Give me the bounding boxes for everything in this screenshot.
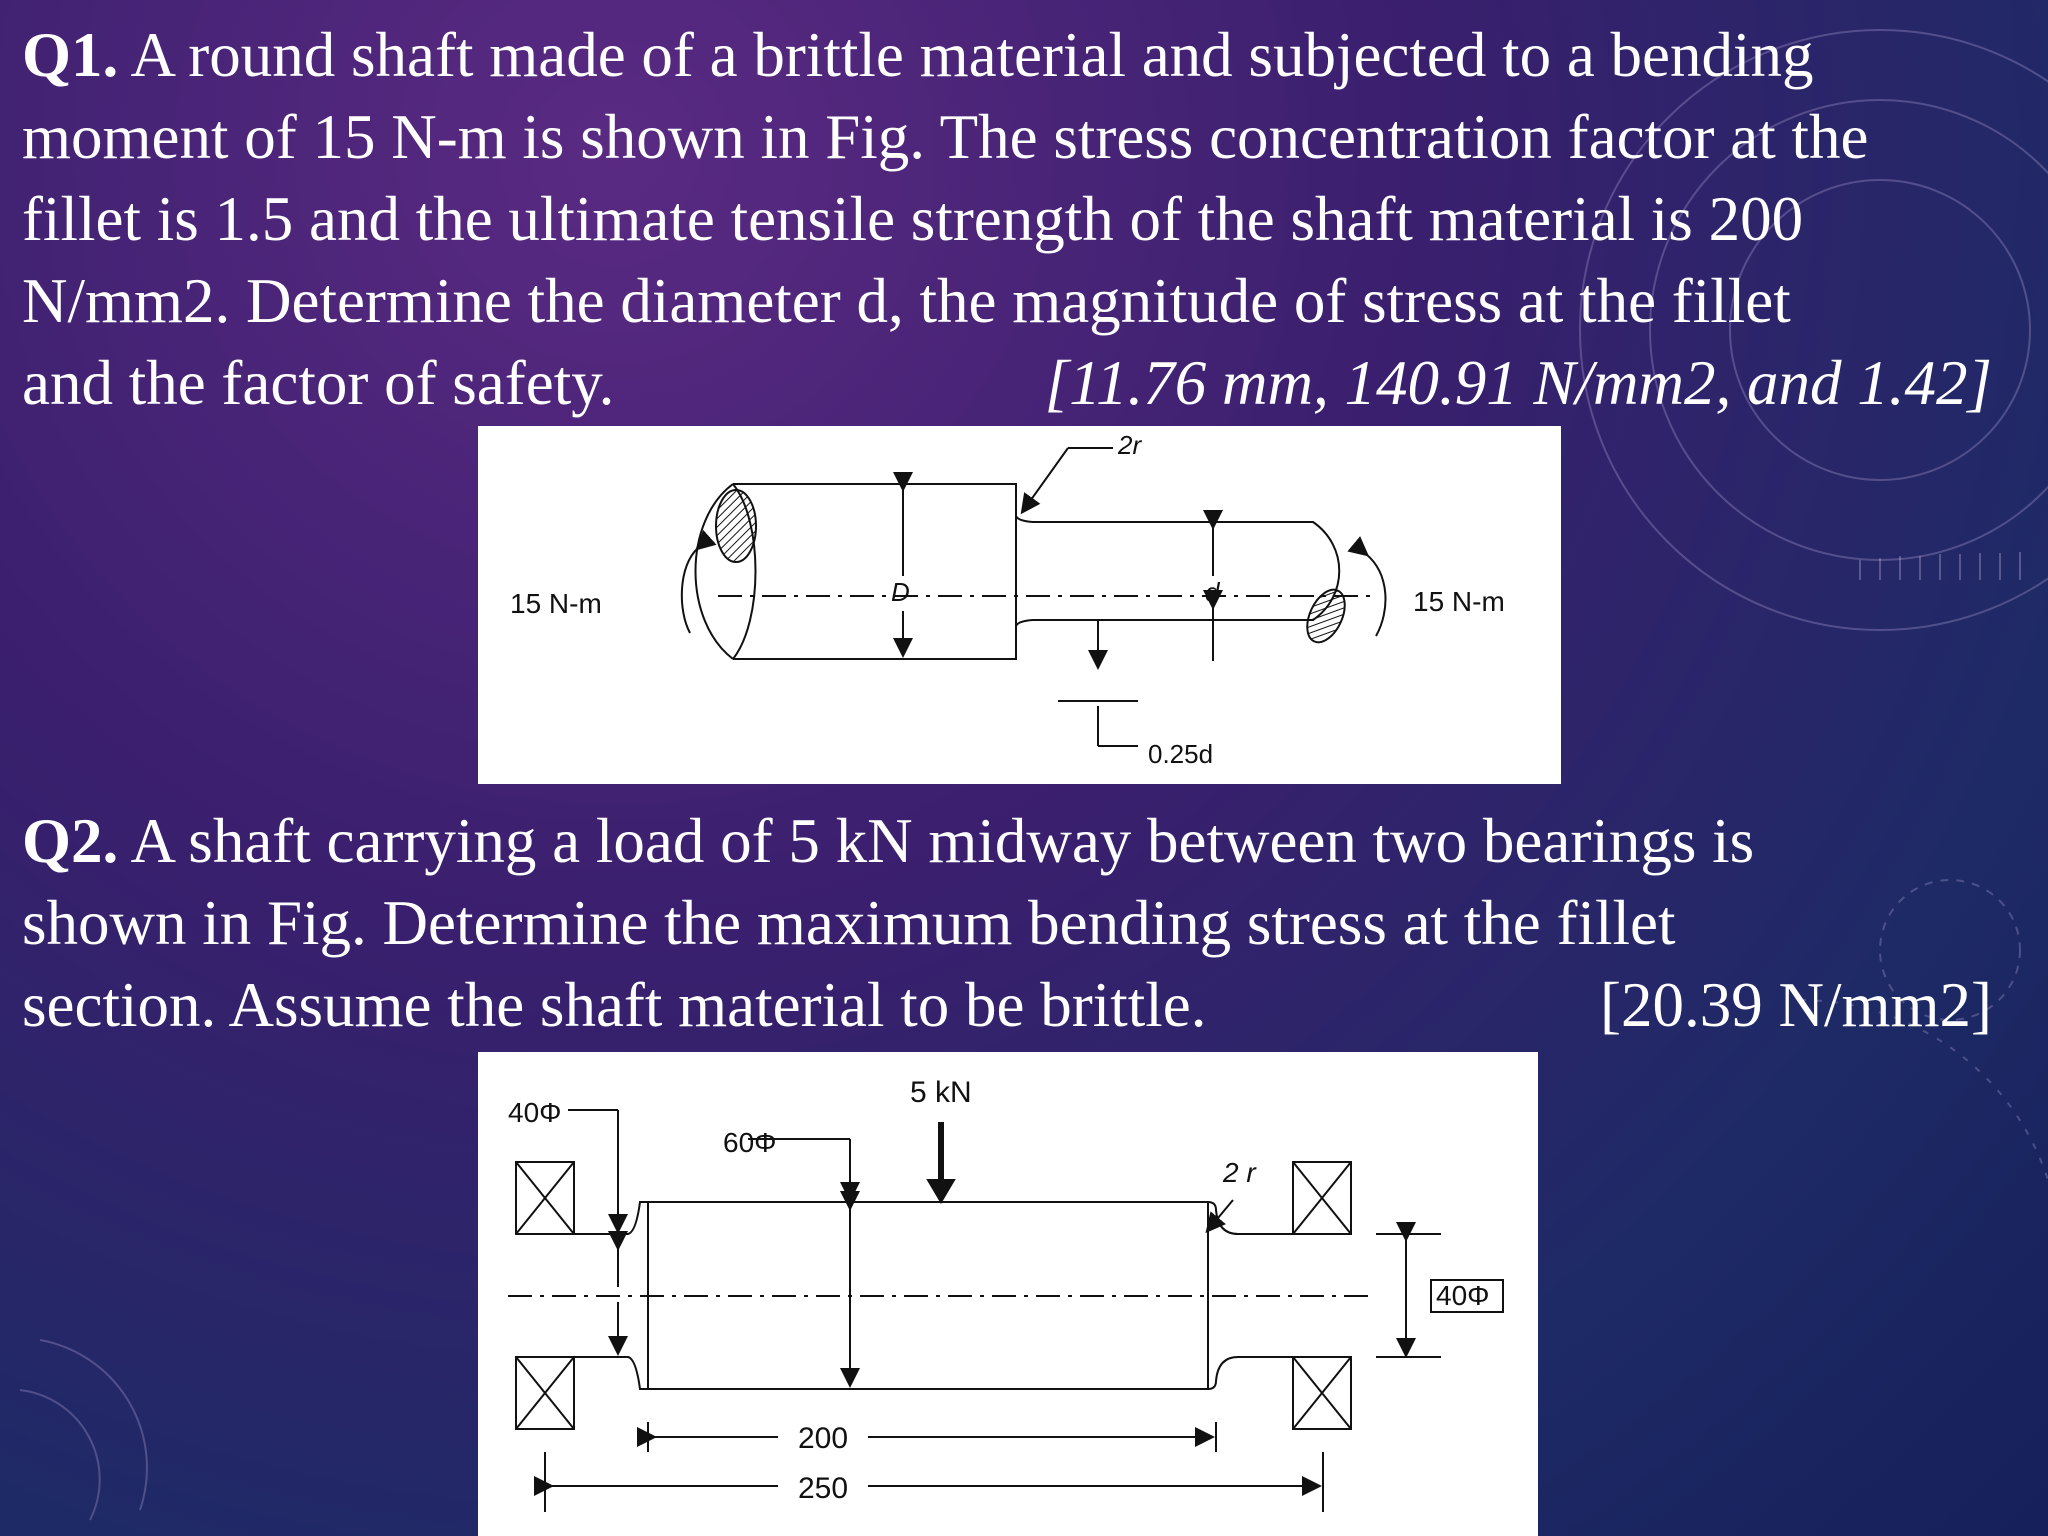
q2-line-3-text: section. Assume the shaft material to be brittle. (22, 970, 1207, 1040)
figure-stepped-shaft-bending (478, 426, 1561, 784)
q1-line-5-text: and the factor of safety. (22, 348, 615, 418)
question-2 (22, 800, 2022, 1046)
q1-answer: [11.76 mm, 140.91 N/mm2, and 1.42] (1044, 348, 1992, 418)
fig1-label-2r: 2r (1118, 430, 1142, 460)
fig2-len-200: 200 (798, 1422, 849, 1455)
q1-number: Q1. (22, 20, 119, 90)
q1-line-4: N/mm2. Determine the diameter d, the magnitude of stress at the fillet (22, 266, 1791, 336)
fig1-moment-right: 15 N-m (1413, 586, 1505, 617)
q1-line-3: fillet is 1.5 and the ultimate tensile strength of the shaft material is 200 (22, 184, 1804, 254)
q1-line-2: moment of 15 N-m is shown in Fig. The stress concentration factor at the (22, 102, 1869, 172)
fig2-len-250: 250 (798, 1472, 849, 1505)
q2-line-2: shown in Fig. Determine the maximum bending stress at the fillet (22, 888, 1676, 958)
q2-number: Q2. (22, 806, 119, 876)
q2-line-1: Q2. A shaft carrying a load of 5 kN midway between two bearings is (22, 806, 1755, 876)
fig1-drawing (478, 426, 1561, 784)
fig2-load-label: 5 kN (910, 1076, 972, 1109)
fig1-moment-left: 15 N-m (510, 588, 602, 619)
figure-shaft-two-bearings (478, 1052, 1538, 1536)
fig2-label-2r: 2 r (1223, 1157, 1256, 1188)
fig2-dia-right: 40Φ (1436, 1280, 1490, 1311)
q1-line-5 (22, 342, 2022, 424)
question-1 (22, 14, 2022, 424)
q2-line-3 (22, 964, 2022, 1046)
fig2-dia-left: 40Φ (508, 1097, 562, 1128)
q1-line-1: Q1. A round shaft made of a brittle material and subjected to a bending (22, 20, 1814, 90)
q2-answer: [20.39 N/mm2] (1600, 970, 1992, 1040)
fig1-label-D: D (891, 577, 910, 607)
fig1-label-step: 0.25d (1148, 739, 1214, 769)
fig2-drawing (478, 1052, 1538, 1536)
fig2-dia-mid: 60Φ (723, 1127, 777, 1158)
fig1-label-d: d (1205, 577, 1220, 607)
